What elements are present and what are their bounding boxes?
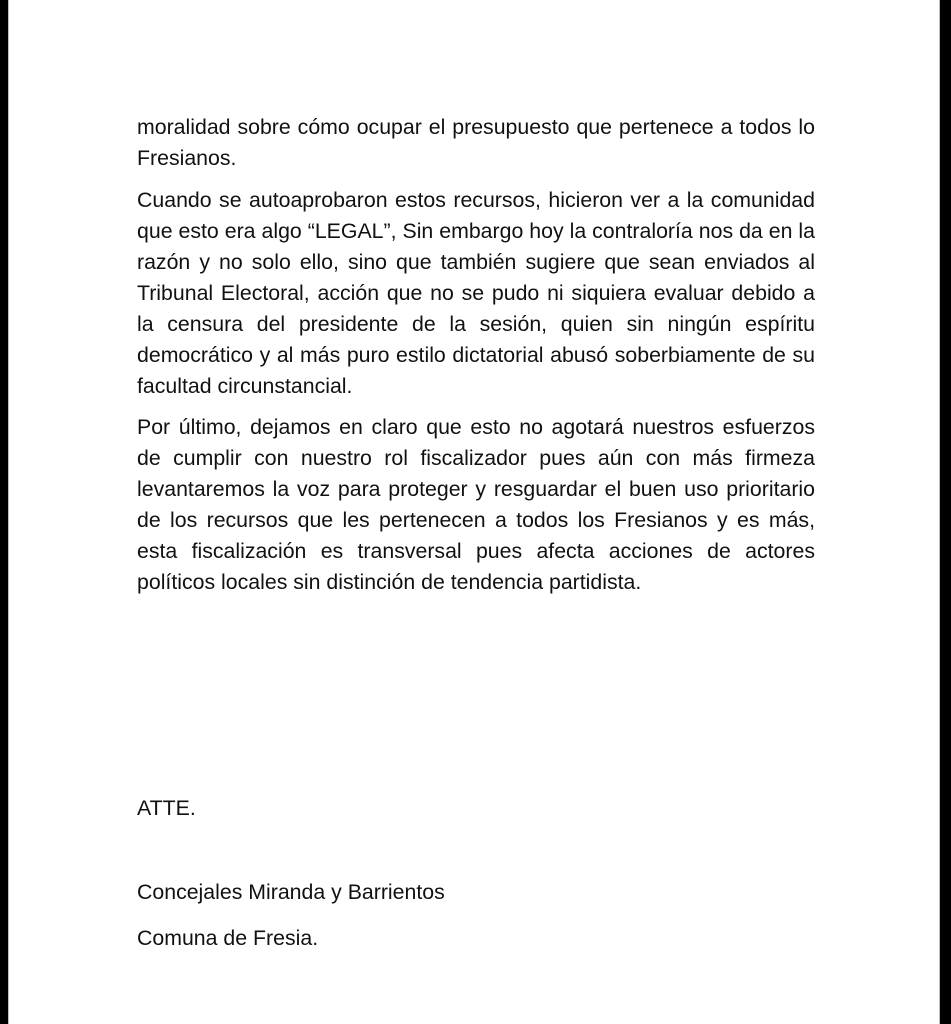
document-page [8,0,940,1024]
document-body [137,112,815,608]
paragraph-3: Por último, dejamos en claro que esto no agotará nuestros esfuerzos de cumplir con nuestro rol fiscalizador pues aún con más firmeza levantaremos la voz para proteger y resguardar el buen uso prioritario de los recursos que les pertenecen a todos los Fresianos y es más, esta fiscalización es transversal pues afecta acciones de actores políticos locales sin distinción de tendencia partidista. [137,415,815,594]
signature-place: Comuna de Fresia. [137,926,319,950]
signature-name: Concejales Miranda y Barrientos [137,880,445,904]
paragraph-1: moralidad sobre cómo ocupar el presupuesto que pertenece a todos lo Fresianos. [137,115,815,170]
closing-salutation: ATTE. [137,796,196,820]
paragraph-2: Cuando se autoaprobaron estos recursos, hicieron ver a la comunidad que esto era algo “LEGAL”, Sin embargo hoy la contraloría nos da en la razón y no solo ello, sino que también sugiere que sean enviados al Tribunal Electoral, acción que no se pudo ni siquiera evaluar debido a la censura del presidente de la sesión, quien sin ningún espíritu democrático y al más puro estilo dictatorial abusó soberbiamente de su facultad circunstancial. [137,188,815,398]
